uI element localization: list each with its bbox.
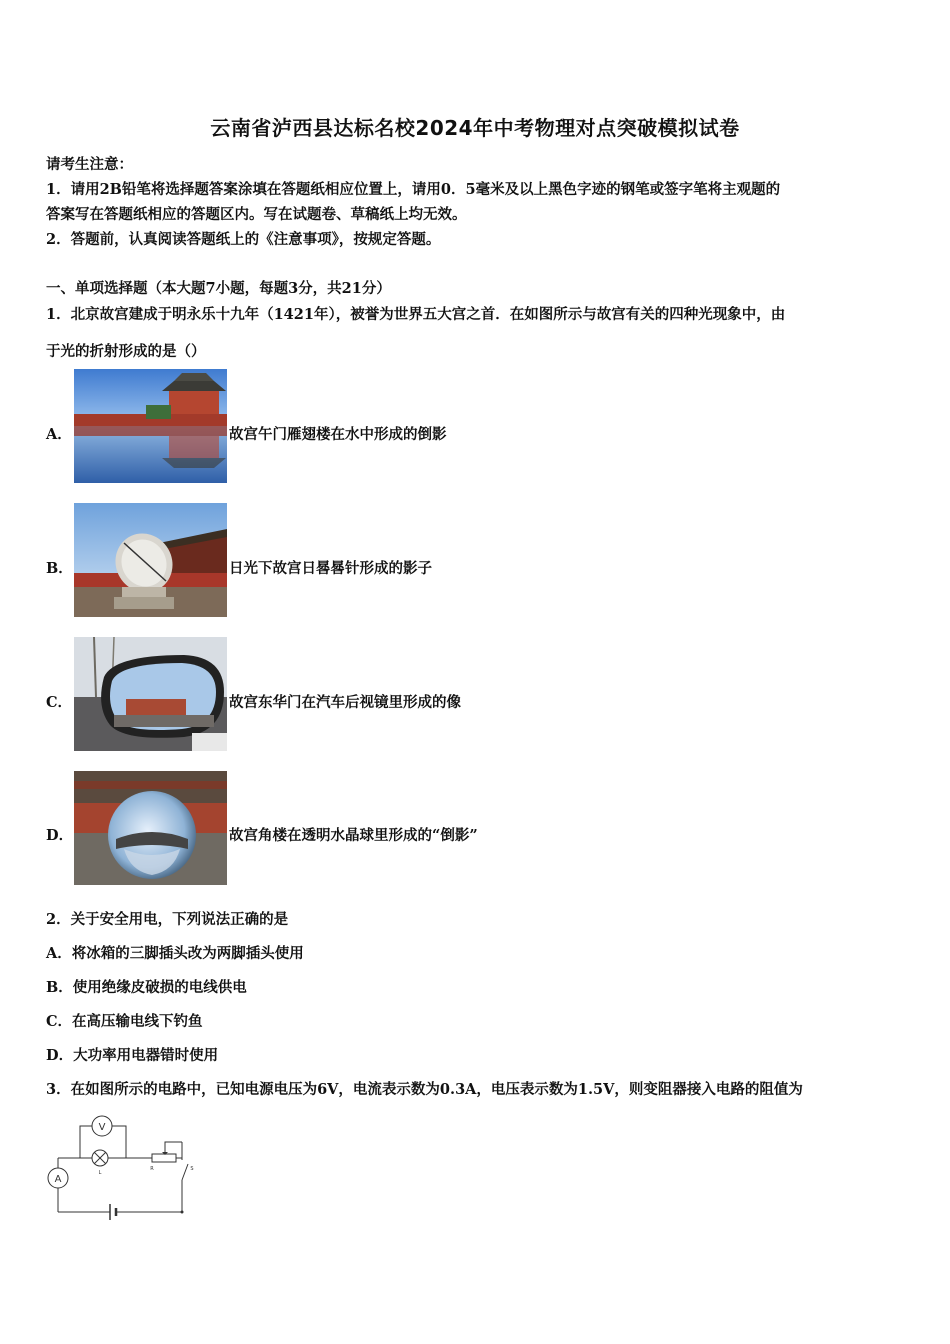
q1-option-a-text: 故宫午门雁翅楼在水中形成的倒影 — [229, 426, 447, 443]
q2-option-c: C．在高压输电线下钓鱼 — [46, 1013, 203, 1030]
notice-item-1-line-1: 1．请用2B铅笔将选择题答案涂填在答题纸相应位置上，请用0．5毫米及以上黑色字迹的钢笔或签字笔将主观题的 — [46, 181, 781, 198]
q1-option-b-text: 日光下故宫日晷晷针形成的影子 — [229, 560, 432, 577]
q1-option-d-text: 故宫角楼在透明水晶球里形成的“倒影” — [229, 827, 478, 844]
section-1-heading: 一、单项选择题（本大题7小题，每题3分，共21分） — [46, 280, 391, 297]
notice-heading: 请考生注意： — [46, 156, 133, 173]
circuit-diagram — [40, 1108, 200, 1226]
ammeter-label: A — [54, 1174, 62, 1185]
q2-option-d: D．大功率用电器错时使用 — [46, 1047, 219, 1064]
question-1-stem-line-2: 于光的折射形成的是（） — [46, 343, 206, 360]
voltmeter-label: V — [98, 1122, 106, 1133]
question-2-stem: 2．关于安全用电，下列说法正确的是 — [46, 911, 289, 928]
sundial-photo — [74, 503, 227, 617]
q1-option-c-text: 故宫东华门在汽车后视镜里形成的像 — [229, 694, 461, 711]
q1-option-d-label: D． — [46, 827, 74, 844]
rheostat-label: R — [150, 1166, 154, 1172]
crystal-ball-photo — [74, 771, 227, 885]
q2-option-a: A．将冰箱的三脚插头改为两脚插头使用 — [46, 945, 304, 962]
q1-option-b-label: B． — [46, 560, 73, 577]
switch-label: S — [190, 1166, 194, 1172]
q1-option-c-label: C． — [46, 694, 73, 711]
page-title: 云南省泸西县达标名校2024年中考物理对点突破模拟试卷 — [210, 116, 740, 140]
q2-option-b: B．使用绝缘皮破损的电线供电 — [46, 979, 247, 996]
car-mirror-photo — [74, 637, 227, 751]
lamp-label: L — [98, 1170, 102, 1176]
notice-item-2: 2．答题前，认真阅读答题纸上的《注意事项》，按规定答题。 — [46, 231, 441, 248]
question-1-stem-line-1: 1．北京故宫建成于明永乐十九年（1421年），被誉为世界五大宫之首．在如图所示与故宫有关的四种光现象中，由 — [46, 306, 786, 323]
notice-item-1-line-2: 答案写在答题纸相应的答题区内。写在试题卷、草稿纸上均无效。 — [46, 206, 467, 223]
q1-option-a-label: A． — [46, 426, 72, 443]
palace-reflection-photo — [74, 369, 227, 483]
question-3-stem: 3．在如图所示的电路中，已知电源电压为6V，电流表示数为0.3A，电压表示数为1.5V，则变阻器接入电路的阻值为 — [46, 1081, 803, 1098]
